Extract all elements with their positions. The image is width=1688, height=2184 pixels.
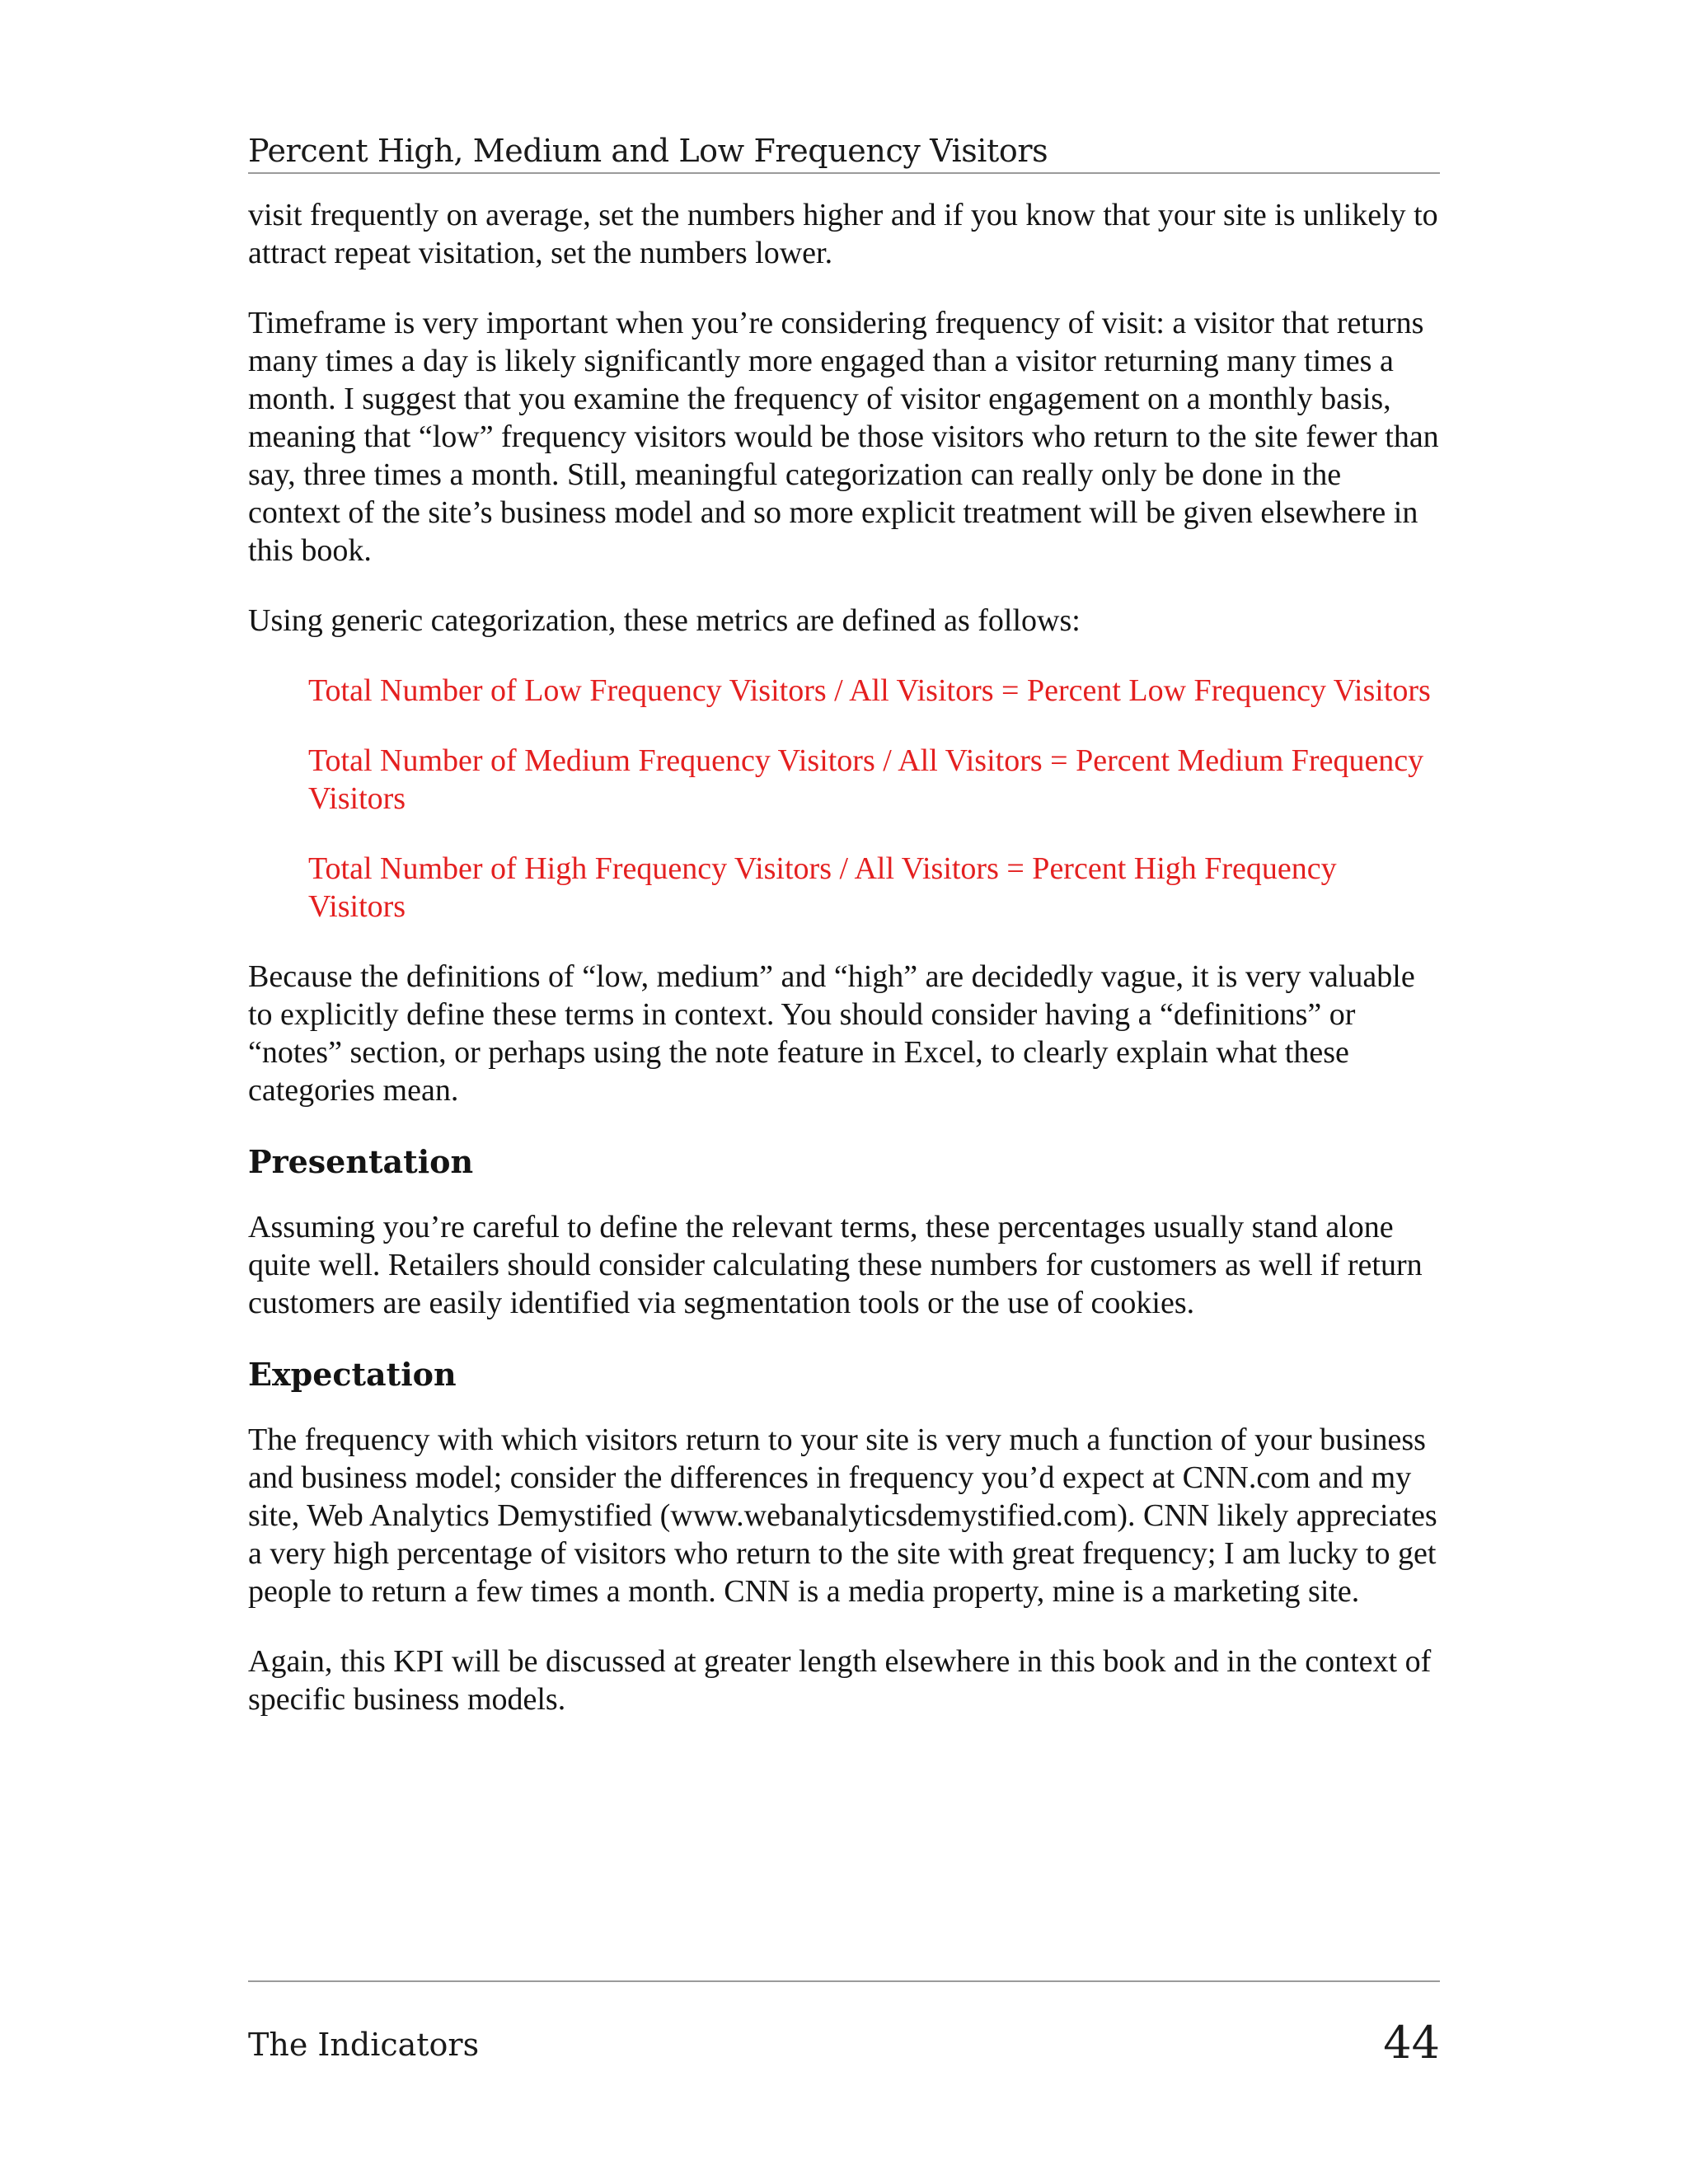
footer-title: The Indicators — [248, 2027, 480, 2063]
paragraph-definitions-vague: Because the definitions of “low, medium” and “high” are decidedly vague, it is very valuable to explicitly define these terms in context. You should consider having a “definitions” or “notes” section, or perhaps using the note feature in Excel, to clearly explain what these categories mean. — [248, 959, 1415, 1108]
page-body — [248, 196, 1440, 1750]
formula-high-frequency: Total Number of High Frequency Visitors / All Visitors = Percent High Frequency Visitors — [308, 851, 1337, 924]
running-header — [248, 129, 1440, 174]
paragraph-timeframe: Timeframe is very important when you’re considering frequency of visit: a visitor that returns many times a day is likely significantly more engaged than a visitor returning many times a month. I suggest that you examine the frequency of visitor engagement on a monthly basis, meaning that “low” frequency visitors would be those visitors who return to the site fewer than say, three times a month. Still, meaningful categorization can really only be done in the context of the site’s business model and so more explicit treatment will be given elsewhere in this book. — [248, 306, 1439, 568]
heading-presentation: Presentation — [248, 1143, 474, 1180]
formula-medium-frequency: Total Number of Medium Frequency Visitors / All Visitors = Percent Medium Frequency Visitors — [308, 743, 1424, 816]
heading-expectation: Expectation — [248, 1356, 457, 1393]
formula-low-frequency: Total Number of Low Frequency Visitors / All Visitors = Percent Low Frequency Visitors — [308, 673, 1431, 708]
paragraph-expectation: The frequency with which visitors return to your site is very much a function of your business and business model; consider the differences in frequency you’d expect at CNN.com and my site, Web Analytics Demystified (www.webanalyticsdemystified.com). CNN likely appreciates a very high percentage of visitors who return to the site with great frequency; I am lucky to get people to return a few times a month. CNN is a media property, mine is a marketing site. — [248, 1422, 1437, 1609]
paragraph-definitions-intro: Using generic categorization, these metrics are defined as follows: — [248, 603, 1081, 638]
paragraph-closing: Again, this KPI will be discussed at greater length elsewhere in this book and in the context of specific business models. — [248, 1644, 1432, 1717]
running-footer — [248, 1980, 1440, 2081]
running-header-title: Percent High, Medium and Low Frequency Visitors — [248, 133, 1048, 169]
formula-list — [248, 672, 1440, 926]
paragraph-continued: visit frequently on average, set the numbers higher and if you know that your site is unlikely to attract repeat visitation, set the numbers lower. — [248, 198, 1438, 270]
paragraph-presentation: Assuming you’re careful to define the relevant terms, these percentages usually stand alone quite well. Retailers should consider calculating these numbers for customers as well if return customers are easily identified via segmentation tools or the use of cookies. — [248, 1210, 1423, 1320]
page-number: 44 — [1383, 2017, 1440, 2069]
